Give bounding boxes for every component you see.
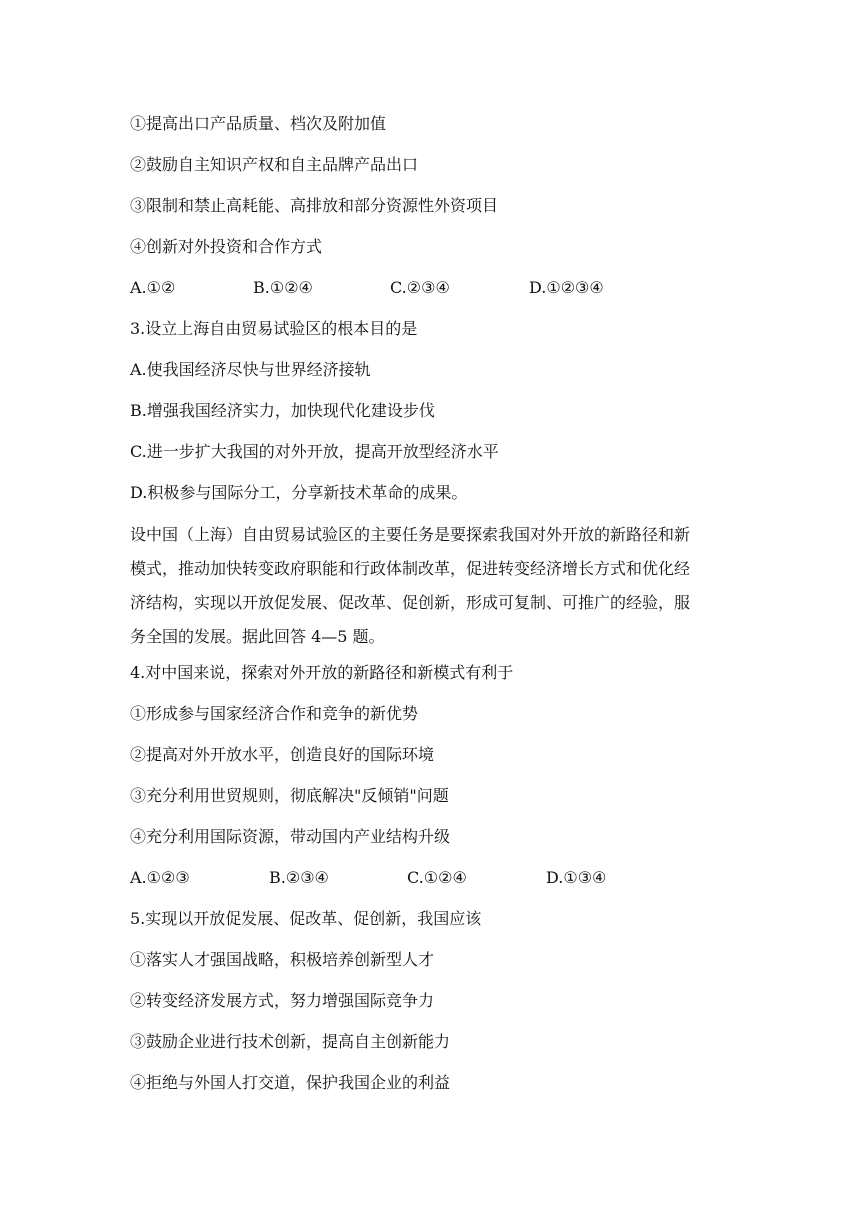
question-3-choice-c: C.进一步扩大我国的对外开放，提高开放型经济水平 — [130, 442, 499, 461]
option-a: A.①②③ — [130, 868, 190, 887]
answer-options-q2 — [130, 276, 730, 300]
material-line: 模式，推动加快转变政府职能和行政体制改革，促进转变经济增长方式和优化经 — [130, 559, 691, 578]
answer-options-q4 — [130, 866, 730, 890]
question-5-stem: 5.实现以开放促发展、促改革、促创新，我国应该 — [130, 909, 482, 928]
option-b: B.①②④ — [253, 278, 313, 297]
question-4-statement-2: ②提高对外开放水平，创造良好的国际环境 — [130, 745, 435, 764]
question-3-choice-b: B.增强我国经济实力，加快现代化建设步伐 — [130, 401, 435, 420]
question-3-stem: 3.设立上海自由贸易试验区的根本目的是 — [130, 319, 418, 338]
question-4-statement-1: ①形成参与国家经济合作和竞争的新优势 — [130, 704, 419, 723]
question-5-statement-3: ③鼓励企业进行技术创新，提高自主创新能力 — [130, 1032, 451, 1051]
material-line: 设中国（上海）自由贸易试验区的主要任务是要探索我国对外开放的新路径和新 — [130, 525, 691, 544]
question-3-choice-d: D.积极参与国际分工，分享新技术革命的成果。 — [130, 483, 468, 502]
option-c: C.①②④ — [407, 868, 467, 887]
question-5-statement-1: ①落实人才强国战略，积极培养创新型人才 — [130, 950, 435, 969]
statement-2: ②鼓励自主知识产权和自主品牌产品出口 — [130, 155, 419, 174]
option-b: B.②③④ — [269, 868, 329, 887]
option-d: D.①③④ — [546, 868, 607, 887]
question-4-stem: 4.对中国来说，探索对外开放的新路径和新模式有利于 — [130, 663, 514, 682]
option-c: C.②③④ — [390, 278, 450, 297]
option-d: D.①②③④ — [529, 278, 604, 297]
document-page — [130, 112, 730, 1112]
question-3-choice-a: A.使我国经济尽快与世界经济接轨 — [130, 360, 371, 379]
material-line: 济结构，实现以开放促发展、促改革、促创新，形成可复制、可推广的经验，服 — [130, 593, 691, 612]
statement-4: ④创新对外投资和合作方式 — [130, 237, 323, 256]
question-4-statement-4: ④充分利用国际资源，带动国内产业结构升级 — [130, 827, 451, 846]
statement-1: ①提高出口产品质量、档次及附加值 — [130, 114, 387, 133]
option-a: A.①② — [130, 278, 176, 297]
material-paragraph — [130, 518, 730, 654]
question-5-statement-2: ②转变经济发展方式，努力增强国际竞争力 — [130, 991, 435, 1010]
statement-3: ③限制和禁止高耗能、高排放和部分资源性外资项目 — [130, 196, 499, 215]
question-4-statement-3: ③充分利用世贸规则，彻底解决"反倾销"问题 — [130, 786, 449, 805]
question-5-statement-4: ④拒绝与外国人打交道，保护我国企业的利益 — [130, 1073, 451, 1092]
material-line: 务全国的发展。据此回答 4—5 题。 — [130, 627, 385, 646]
